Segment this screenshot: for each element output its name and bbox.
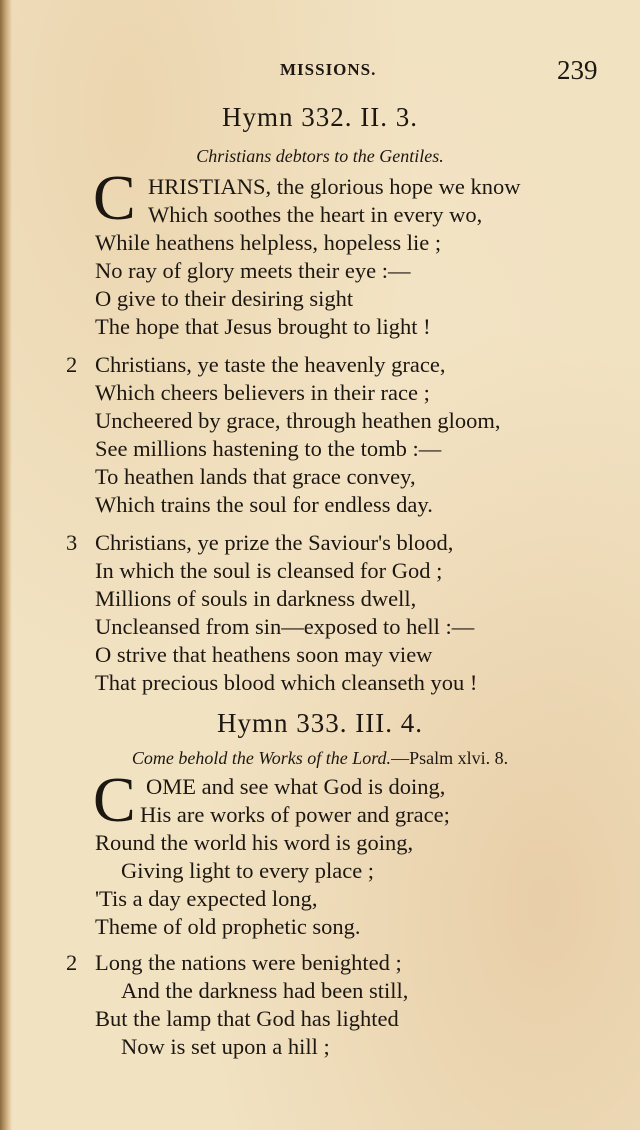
verse-line: Uncheered by grace, through heathen gloom,: [95, 408, 501, 433]
drop-cap: C: [93, 162, 136, 233]
hymn-title: Hymn 333. III. 4.: [217, 708, 423, 738]
verse-line: Christians, ye taste the heavenly grace,: [95, 352, 446, 377]
page-number: 239: [557, 55, 598, 85]
verse-line: OME and see what God is doing,: [146, 774, 446, 799]
verse-line: Now is set upon a hill ;: [121, 1034, 330, 1059]
hymn-subtitle-text: Come behold the Works of the Lord.: [131, 748, 392, 768]
verse-line: Millions of souls in darkness dwell,: [95, 586, 417, 611]
verse-number: 2: [66, 352, 78, 377]
verse-line: And the darkness had been still,: [121, 978, 409, 1003]
verse-line: Which trains the soul for endless day.: [95, 492, 433, 517]
verse-line: Long the nations were benighted ;: [95, 950, 402, 975]
hymn-title: Hymn 332. II. 3.: [222, 102, 418, 132]
verse-line: Uncleansed from sin—exposed to hell :—: [95, 614, 475, 639]
running-head: MISSIONS.: [280, 60, 377, 79]
verse-line: Which soothes the heart in every wo,: [148, 202, 483, 227]
verse-number: 2: [66, 950, 78, 975]
verse-line: See millions hastening to the tomb :—: [95, 436, 442, 461]
verse-line: While heathens helpless, hopeless lie ;: [95, 230, 442, 255]
verse-line: O give to their desiring sight: [95, 286, 354, 311]
verse-line: No ray of glory meets their eye :—: [95, 258, 411, 283]
verse-number: 3: [66, 530, 78, 555]
scripture-reference: —Psalm xlvi. 8.: [391, 748, 509, 768]
verse-line: In which the soul is cleansed for God ;: [95, 558, 443, 583]
verse-line: HRISTIANS, the glorious hope we know: [148, 174, 521, 199]
hymn-subtitle: Christians debtors to the Gentiles.: [196, 146, 444, 166]
verse-line: O strive that heathens soon may view: [95, 642, 433, 667]
verse-line: Which cheers believers in their race ;: [95, 380, 430, 405]
verse-line: To heathen lands that grace convey,: [95, 464, 416, 489]
verse-line: Christians, ye prize the Saviour's blood,: [95, 530, 454, 555]
drop-cap: C: [93, 764, 136, 835]
verse-line: Round the world his word is going,: [95, 830, 414, 855]
verse-line: But the lamp that God has lighted: [95, 1006, 399, 1031]
verse-line: 'Tis a day expected long,: [95, 886, 318, 911]
verse-line: Theme of old prophetic song.: [95, 914, 361, 939]
verse-line: His are works of power and grace;: [140, 802, 450, 827]
verse-line: The hope that Jesus brought to light !: [95, 314, 431, 339]
verse-line: That precious blood which cleanseth you !: [95, 670, 478, 695]
verse-line: Giving light to every place ;: [121, 858, 375, 883]
